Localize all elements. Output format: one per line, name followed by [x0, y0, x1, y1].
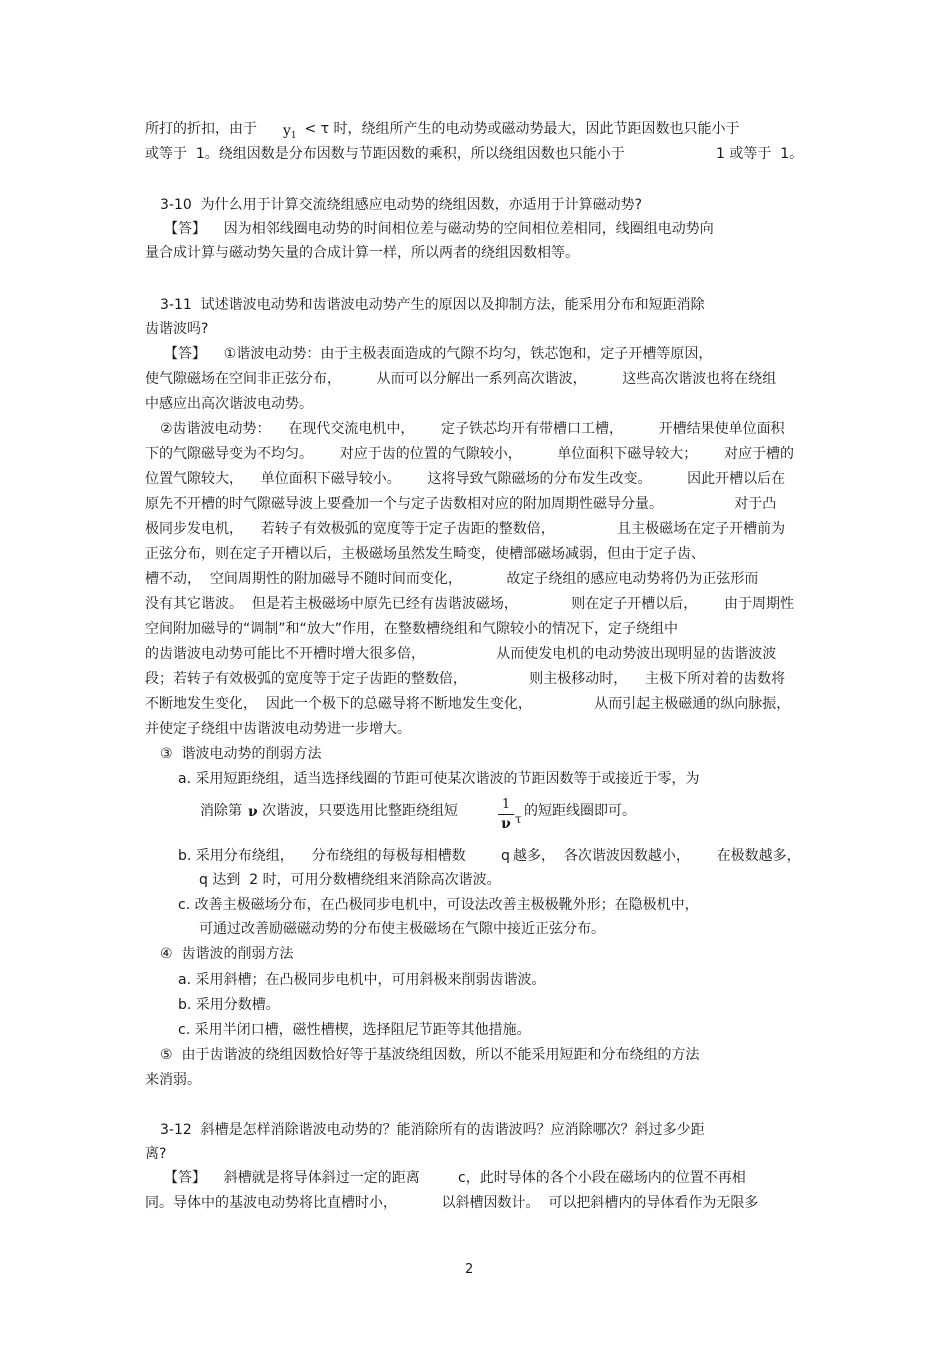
text-line: 1 或等于 1。	[716, 146, 804, 162]
subheading: ④ 齿谐波的削弱方法	[160, 946, 294, 962]
list-item: c. 改善主极磁场分布，在凸极同步电机中，可设法改善主极极靴外形；在隐极机中，	[178, 897, 699, 913]
answer-line: ②齿谐波电动势： 在现代交流电机中， 定子铁芯均开有带槽口工槽， 开槽结果使单位面积	[160, 421, 785, 437]
answer-line: 的齿谐波电动势可能比不开槽时增大很多倍， 从而使发电机的电动势波出现明显的齿谐波波	[145, 646, 777, 662]
question-3-11: 3-11 试述谐波电动势和齿谐波电动势产生的原因以及抑制方法，能采用分布和短距消除	[160, 297, 705, 313]
answer-line: 不断地发生变化， 因此一个极下的总磁导将不断地发生变化， 从而引起主极磁通的纵向脉振，	[145, 696, 791, 712]
answer-line: 【答】 因为相邻线圈电动势的时间相位差与磁动势的空间相位差相同，线圈组电动势向	[164, 221, 714, 237]
list-item: 的短距线圈即可。	[524, 803, 636, 819]
answer-line: 位置气隙较大， 单位面积下磁导较小。 这将导致气隙磁场的分布发生改变。 因此开槽以后在	[145, 471, 786, 487]
answer-line: 原先不开槽的时气隙磁导波上要叠加一个与定子齿数相对应的附加周期性磁导分量。 对于凸	[145, 496, 777, 512]
answer-line: 空间附加磁导的“调制”和“放大”作用，在整数槽绕组和气隙较小的情况下，定子绕组中	[145, 621, 679, 637]
answer-line: 下的气隙磁导变为不均匀。 对应于齿的位置的气隙较小， 单位面积下磁导较大； 对应于槽的	[145, 446, 795, 462]
fraction-1-over-nu: 1 ν	[498, 797, 514, 832]
list-item: a. 采用短距绕组，适当选择线圈的节距可使某次谐波的节距因数等于或接近于零，为	[178, 771, 700, 787]
list-item: 越多， 各次谐波因数越小， 在极数越多，	[513, 848, 801, 864]
answer-line: 中感应出高次谐波电动势。	[145, 396, 313, 412]
question-3-11-cont: 齿谐波吗?	[145, 321, 209, 337]
page-number: 2	[465, 1262, 474, 1277]
answer-line: 量合成计算与磁动势矢量的合成计算一样，所以两者的绕组因数相等。	[145, 245, 579, 261]
text-line: 或等于 1。绕组因数是分布因数与节距因数的乘积，所以绕组因数也只能小于	[145, 146, 625, 162]
question-3-10: 3-10 为什么用于计算交流绕组感应电动势的绕组因数，亦适用于计算磁动势?	[160, 197, 643, 213]
list-item: 可通过改善励磁磁动势的分布使主极磁场在气隙中接近正弦分布。	[199, 921, 605, 937]
answer-line: 正弦分布，则在定子开槽以后，主极磁场虽然发生畸变，使槽部磁场减弱，但由于定子齿、	[145, 546, 705, 562]
math-nu: ν	[248, 804, 258, 820]
question-3-12: 3-12 斜槽是怎样消除谐波电动势的？能消除所有的齿谐波吗？应消除哪次？斜过多少距	[160, 1122, 705, 1138]
answer-line: 【答】 斜槽就是将导体斜过一定的距离	[164, 1170, 420, 1186]
list-item: b. 采用分布绕组， 分布绕组的每极每相槽数	[178, 848, 466, 864]
answer-line: c，此时导体的各个小段在磁场内的位置不再相	[458, 1170, 746, 1186]
answer-line: 同。导体中的基波电动势将比直槽时小， 以斜槽因数计。 可以把斜槽内的导体看作为无限多	[145, 1195, 759, 1211]
answer-line: 并使定子绕组中齿谐波电动势进一步增大。	[145, 721, 411, 737]
subheading: ③ 谐波电动势的削弱方法	[160, 746, 322, 762]
text-line: 所打的折扣，由于	[145, 121, 257, 137]
math-y1: $y_1$	[283, 123, 297, 141]
math-tau: τ	[515, 812, 522, 826]
list-item: a. 采用斜槽；在凸极同步电机中，可用斜极来削弱齿谐波。	[178, 972, 546, 988]
answer-line: 极同步发电机， 若转子有效极弧的宽度等于定子齿距的整数倍， 且主极磁场在定子开槽前为	[145, 521, 786, 537]
text-line: 来消弱。	[145, 1072, 201, 1088]
list-item: 消除第	[200, 803, 242, 819]
math-q: q	[501, 848, 510, 864]
list-item: 次谐波，只要选用比整距绕组短	[262, 803, 458, 819]
text-line: < τ 时，绕组所产生的电动势或磁动势最大，因此节距因数也只能小于	[300, 121, 740, 137]
answer-line: 段；若转子有效极弧的宽度等于定子齿距的整数倍， 则主极移动时， 主极下所对着的齿数将	[145, 671, 786, 687]
list-item: q 达到 2 时，可用分数槽绕组来消除高次谐波。	[199, 872, 501, 888]
answer-line: 【答】 ①谐波电动势：由于主极表面造成的气隙不均匀，铁芯饱和，定子开槽等原因，	[164, 346, 713, 362]
answer-line: 没有其它谐波。 但是若主极磁场中原先已经有齿谐波磁场， 则在定子开槽以后， 由于周期性	[145, 596, 795, 612]
subheading: ⑤ 由于齿谐波的绕组因数恰好等于基波绕组因数，所以不能采用短距和分布绕组的方法	[160, 1047, 700, 1063]
list-item: b. 采用分数槽。	[178, 997, 280, 1013]
list-item: c. 采用半闭口槽，磁性槽楔，选择阻尼节距等其他措施。	[178, 1022, 531, 1038]
answer-line: 使气隙磁场在空间非正弦分布， 从而可以分解出一系列高次谐波， 这些高次谐波也将在绕组	[145, 371, 777, 387]
answer-line: 槽不动， 空间周期性的附加磁导不随时间而变化， 故定子绕组的感应电动势将仍为正弦形而	[145, 571, 759, 587]
question-3-12-cont: 离?	[145, 1146, 167, 1162]
